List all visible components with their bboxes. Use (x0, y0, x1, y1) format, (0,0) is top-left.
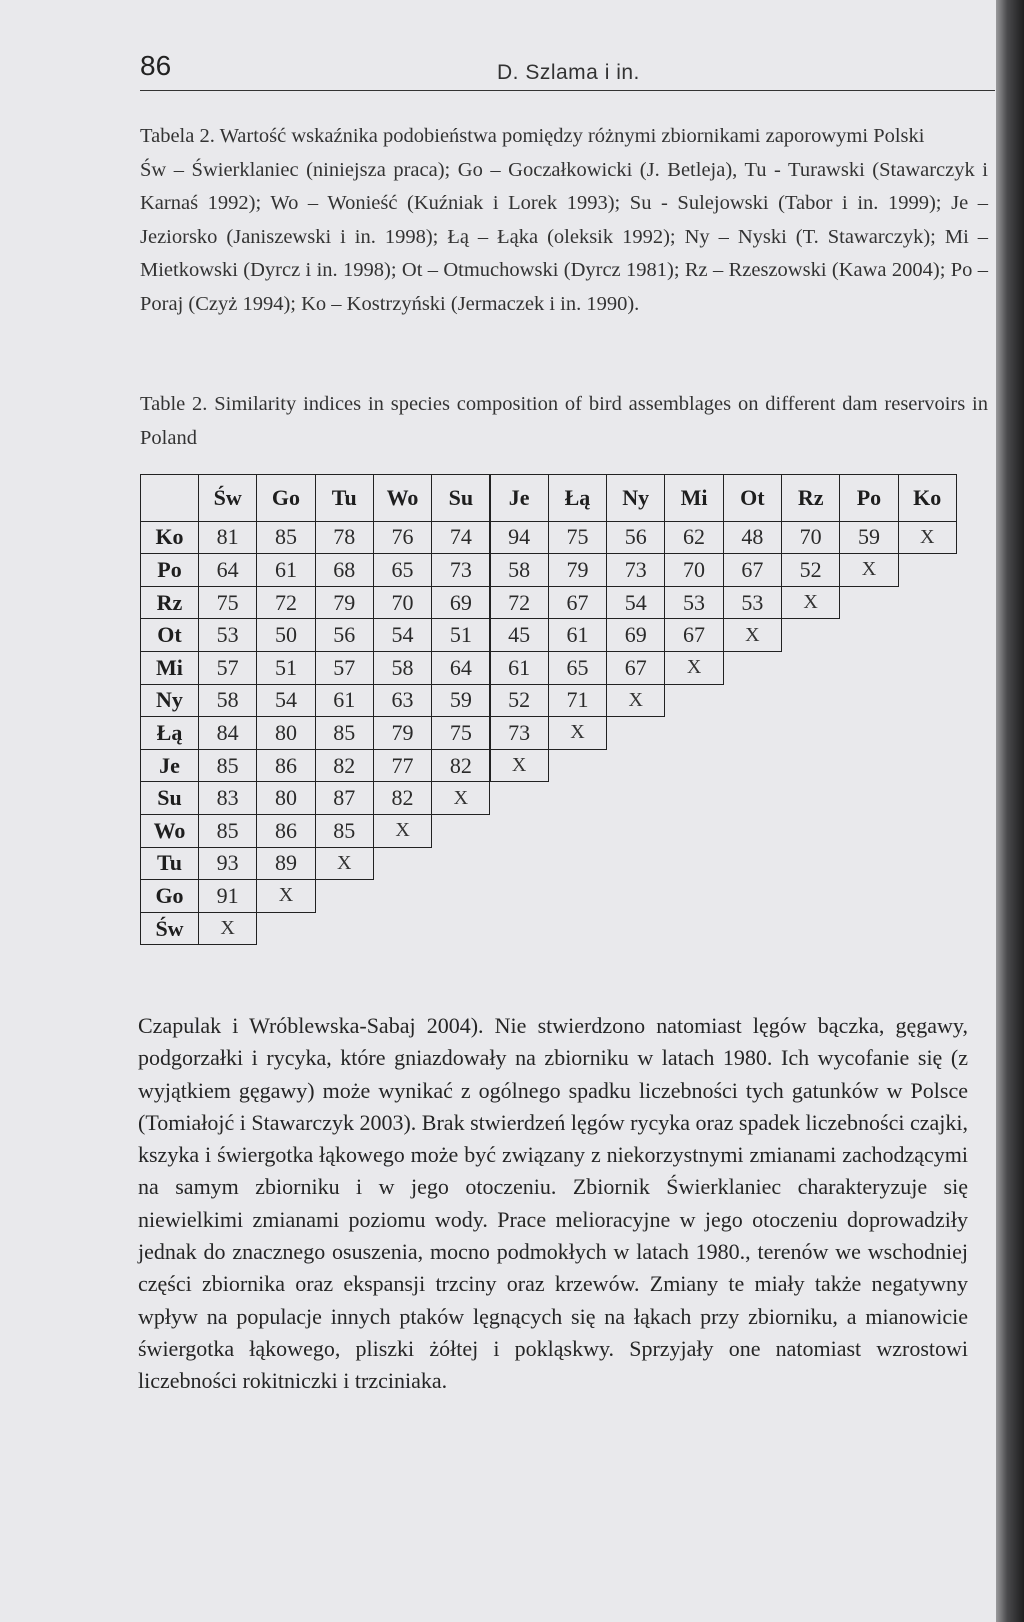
table-cell: 67 (664, 618, 723, 652)
book-spine-edge (996, 0, 1024, 1622)
table-cell: 61 (315, 684, 374, 718)
table-cell: 72 (490, 586, 549, 620)
page-number: 86 (140, 50, 172, 81)
table-cell: 86 (256, 749, 315, 783)
column-header-0: Św (198, 474, 257, 522)
column-header-4: Su (431, 474, 490, 522)
table-cell: 57 (198, 651, 257, 685)
table-cell: 75 (548, 521, 607, 555)
diagonal-cell: X (548, 716, 607, 750)
table-cell: 71 (548, 684, 607, 718)
table-cell: 87 (315, 781, 374, 815)
table-cell: 79 (315, 586, 374, 620)
table-cell: 78 (315, 521, 374, 555)
table-cell: 62 (664, 521, 723, 555)
body-paragraph: Czapulak i Wróblewska-Sabaj 2004). Nie stwierdzono natomiast lęgów bączka, gęgawy, podgorzałki i rycyka, które gniazdowały na zbiorniku w latach 1980. Ich wycofanie się (z wyjątkiem gęgawy) może wynikać z ogólnego spadku liczebności tych gatunków w Polsce (Tomiałojć i Stawarczyk 2003). Brak stwierdzeń lęgów rycyka oraz spadek liczebności czajki, kszyka i świergotka łąkowego może być związany z niekorzystnymi zmianami zachodzącymi na samym zbiorniku i w jego otoczeniu. Zbiornik Świerklaniec charakteryzuje się niewielkimi zmianami poziomu wody. Prace melioracyjne w jego otoczeniu doprowadziły jednak do znacznego osuszenia, mocno podmokłych w latach 1980., terenów we wschodniej części zbiornika oraz ekspansji trzciny oraz krzewów. Zmiany te miały także negatywny wpływ na populacje innych ptaków lęgnących się na łąkach przy zbiorniku, a mianowicie świergotka łąkowego, pliszki żółtej i pokląskwy. Sprzyjały one natomiast wzrostowi liczebności rokitniczki i trzciniaka. (138, 1013, 968, 1394)
table-cell: 50 (256, 618, 315, 652)
row-header-10: Tu (140, 847, 199, 881)
column-header-10: Rz (781, 474, 840, 522)
table-cell: 53 (664, 586, 723, 620)
table-cell: 63 (373, 684, 432, 718)
table-cell: 61 (490, 651, 549, 685)
table-cell: 69 (606, 618, 665, 652)
table-cell: 81 (198, 521, 257, 555)
table-cell: 56 (606, 521, 665, 555)
table-cell: 89 (256, 847, 315, 881)
table-cell: 84 (198, 716, 257, 750)
table-cell: 58 (198, 684, 257, 718)
diagonal-cell: X (490, 749, 549, 783)
table-cell: 59 (431, 684, 490, 718)
table-cell: 64 (198, 553, 257, 587)
table-cell: 79 (373, 716, 432, 750)
table-cell: 53 (723, 586, 782, 620)
table-cell: 58 (490, 553, 549, 587)
table-corner-cell (140, 474, 199, 522)
row-header-8: Su (140, 781, 199, 815)
caption-pl-title: Tabela 2. Wartość wskaźnika podobieństwa pomiędzy różnymi zbiornikami zaporowymi Polski (140, 125, 925, 147)
column-header-3: Wo (373, 474, 432, 522)
row-header-2: Rz (140, 586, 199, 620)
caption-en-title: Table 2. Similarity indices in species composition of bird assemblages on different dam reservoirs in Poland (140, 393, 988, 449)
table-cell: 54 (606, 586, 665, 620)
table-cell: 54 (373, 618, 432, 652)
running-title: D. Szlama i in. (497, 61, 640, 84)
table-cell: 80 (256, 781, 315, 815)
column-header-1: Go (256, 474, 315, 522)
table-cell: 56 (315, 618, 374, 652)
column-header-7: Ny (606, 474, 665, 522)
table-cell: 70 (373, 586, 432, 620)
column-header-2: Tu (315, 474, 374, 522)
table-cell: 86 (256, 814, 315, 848)
table-cell: 67 (723, 553, 782, 587)
row-header-0: Ko (140, 521, 199, 555)
row-header-9: Wo (140, 814, 199, 848)
diagonal-cell: X (898, 521, 957, 555)
column-header-9: Ot (723, 474, 782, 522)
table-cell: 61 (256, 553, 315, 587)
table-cell: 70 (781, 521, 840, 555)
table-cell: 74 (431, 521, 490, 555)
table-cell: 93 (198, 847, 257, 881)
table-cell: 83 (198, 781, 257, 815)
table-cell: 73 (490, 716, 549, 750)
table-cell: 82 (431, 749, 490, 783)
table-cell: 64 (431, 651, 490, 685)
table-cell: 73 (431, 553, 490, 587)
table-cell: 54 (256, 684, 315, 718)
row-header-4: Mi (140, 651, 199, 685)
table-cell: 58 (373, 651, 432, 685)
table-cell: 67 (548, 586, 607, 620)
table-cell: 94 (490, 521, 549, 555)
column-header-11: Po (839, 474, 898, 522)
caption-pl-legend: Św – Świerklaniec (niniejsza praca); Go – Goczałkowicki (J. Betleja), Tu - Turawski (Stawarczyk i Karnaś 1992); Wo – Wonieść (Kuźniak i Lorek 1993); Su - Sulejowski (Tabor i in. 1999); Je – Jeziorsko (Janiszewski i in. 1998); Łą – Łąka (oleksik 1992); Ny – Nyski (T. Stawarczyk); Mi – Mietkowski (Dyrcz i in. 1998); Ot – Otmuchowski (Dyrcz 1981); Rz – Rzeszowski (Kawa 2004); Po – Poraj (Czyż 1994); Ko – Kostrzyński (Jermaczek i in. 1990). (140, 158, 988, 315)
table-cell: 82 (315, 749, 374, 783)
table-cell: 65 (548, 651, 607, 685)
table-cell: 85 (198, 749, 257, 783)
table-cell: 61 (548, 618, 607, 652)
table-cell: 73 (606, 553, 665, 587)
diagonal-cell: X (723, 618, 782, 652)
diagonal-cell: X (256, 879, 315, 913)
body-text (138, 1010, 968, 1398)
diagonal-cell: X (606, 684, 665, 718)
row-header-12: Św (140, 912, 199, 946)
table-cell: 82 (373, 781, 432, 815)
column-header-5: Je (490, 474, 549, 522)
page-header (140, 48, 995, 91)
table-cell: 85 (256, 521, 315, 555)
table-caption-english (140, 388, 988, 455)
column-header-6: Łą (548, 474, 607, 522)
diagonal-cell: X (198, 912, 257, 946)
table-cell: 51 (431, 618, 490, 652)
row-header-3: Ot (140, 618, 199, 652)
row-header-11: Go (140, 879, 199, 913)
table-cell: 67 (606, 651, 665, 685)
table-cell: 59 (839, 521, 898, 555)
table-cell: 65 (373, 553, 432, 587)
table-cell: 68 (315, 553, 374, 587)
table-cell: 52 (781, 553, 840, 587)
diagonal-cell: X (431, 781, 490, 815)
table-caption-polish (140, 120, 988, 321)
diagonal-cell: X (664, 651, 723, 685)
table-cell: 75 (431, 716, 490, 750)
table-cell: 80 (256, 716, 315, 750)
table-cell: 76 (373, 521, 432, 555)
table-cell: 69 (431, 586, 490, 620)
table-cell: 72 (256, 586, 315, 620)
column-header-8: Mi (664, 474, 723, 522)
table-cell: 85 (198, 814, 257, 848)
table-cell: 48 (723, 521, 782, 555)
row-header-7: Je (140, 749, 199, 783)
table-cell: 85 (315, 716, 374, 750)
row-header-1: Po (140, 553, 199, 587)
diagonal-cell: X (781, 586, 840, 620)
table-cell: 51 (256, 651, 315, 685)
row-header-6: Łą (140, 716, 199, 750)
diagonal-cell: X (839, 553, 898, 587)
table-cell: 70 (664, 553, 723, 587)
table-cell: 79 (548, 553, 607, 587)
table-cell: 85 (315, 814, 374, 848)
table-cell: 77 (373, 749, 432, 783)
table-cell: 45 (490, 618, 549, 652)
column-header-12: Ko (898, 474, 957, 522)
row-header-5: Ny (140, 684, 199, 718)
table-cell: 53 (198, 618, 257, 652)
diagonal-cell: X (373, 814, 432, 848)
table-cell: 57 (315, 651, 374, 685)
table-cell: 75 (198, 586, 257, 620)
table-cell: 91 (198, 879, 257, 913)
diagonal-cell: X (315, 847, 374, 881)
table-cell: 52 (490, 684, 549, 718)
